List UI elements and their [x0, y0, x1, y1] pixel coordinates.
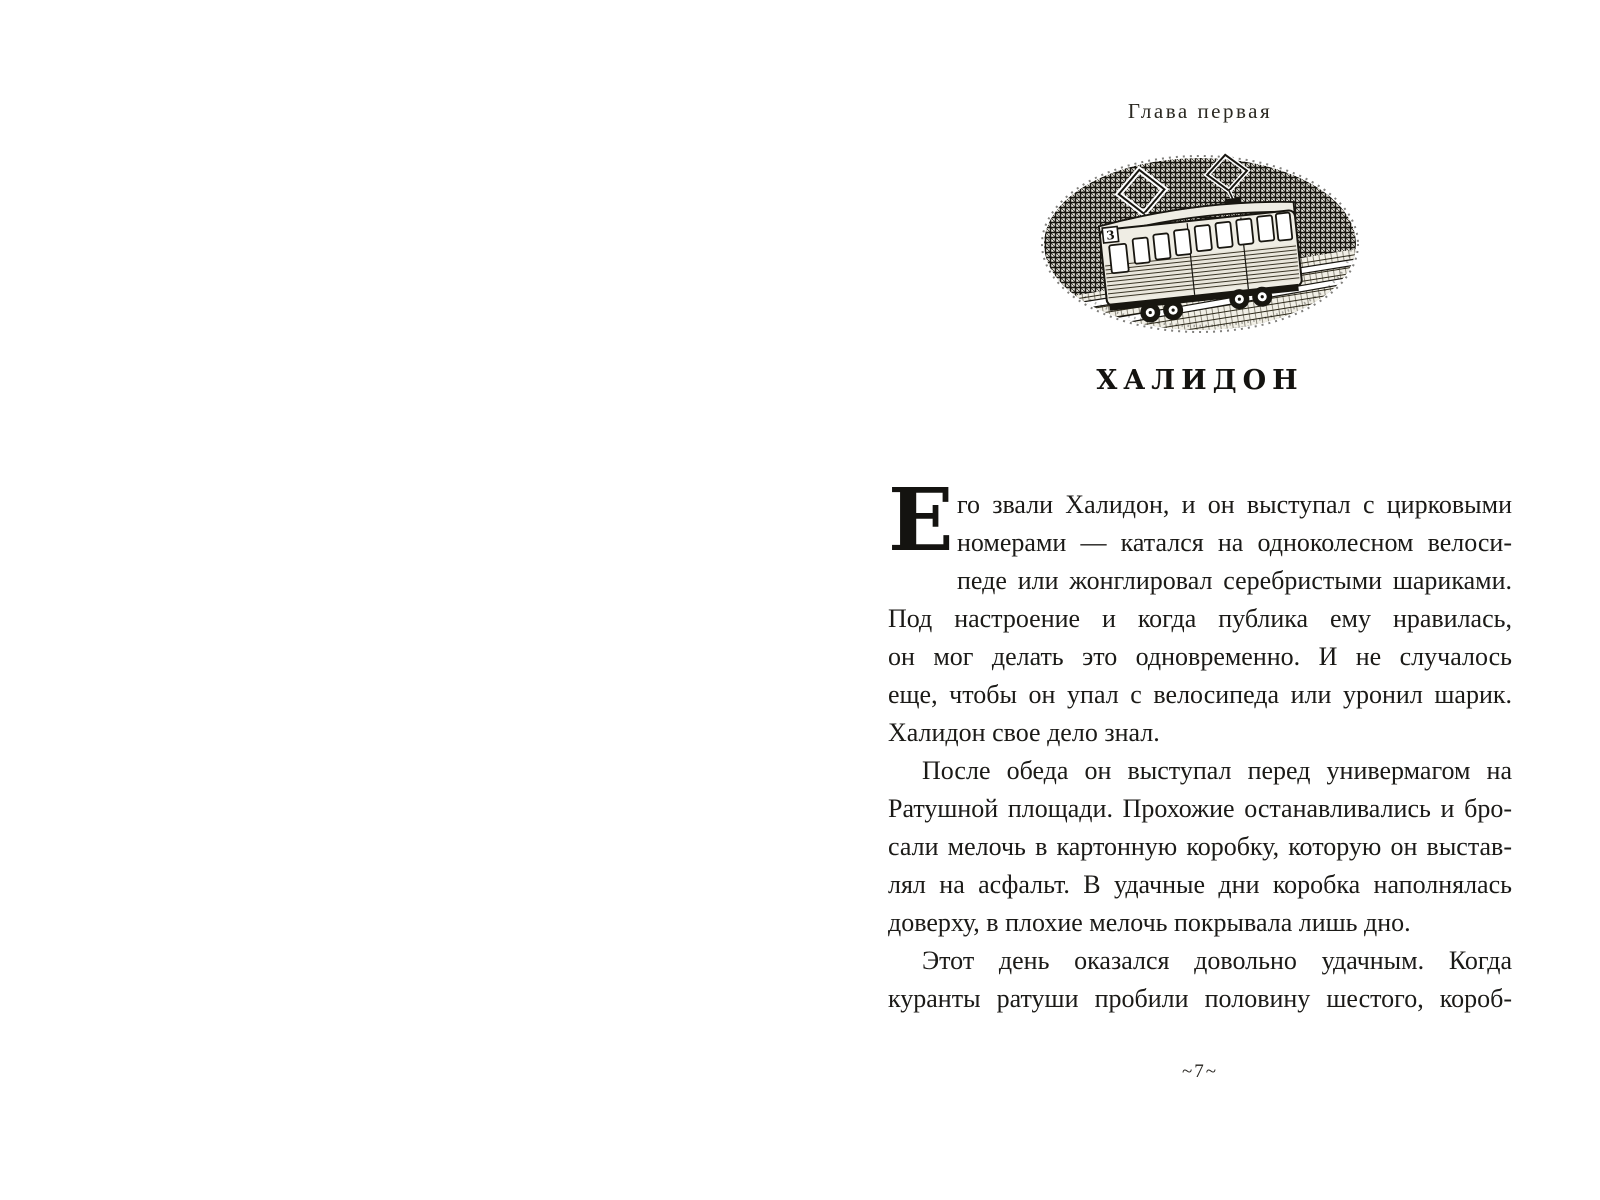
drop-cap: Е [888, 470, 954, 571]
text-line: Ратушной площади. Прохожие останавливались и бро- [888, 794, 1512, 823]
text-line: Под настроение и когда публика ему нравилась, [888, 604, 1512, 633]
page-number: ~7~ [1181, 1061, 1219, 1082]
tram-illustration [1038, 150, 1362, 338]
text-line: еще, чтобы он упал с велосипеда или уронил шарик. [888, 680, 1512, 709]
text-line: доверху, в плохие мелочь покрывала лишь дно. [888, 908, 1411, 937]
body-text [888, 470, 1512, 1018]
paragraph [888, 470, 1512, 752]
text-line: сали мелочь в картонную коробку, которую он выстав- [888, 832, 1512, 861]
text-line: куранты ратуши пробили половину шестого, короб- [888, 984, 1512, 1013]
paragraph [888, 942, 1512, 1018]
text-line: После обеда он выступал перед универмагом на [922, 756, 1512, 785]
tram-number: 3 [1105, 227, 1116, 243]
text-line: педе или жонглировал серебристыми шариками. [957, 566, 1512, 595]
chapter-title: ХАЛИДОН [1096, 365, 1304, 396]
chapter-heading: Глава первая [1127, 99, 1273, 123]
text-line: лял на асфальт. В удачные дни коробка наполнялась [888, 870, 1512, 899]
text-line: номерами — катался на одноколесном велоси- [957, 528, 1512, 557]
tram-engraving-icon [1038, 150, 1362, 338]
text-line: Халидон свое дело знал. [888, 718, 1160, 747]
paragraph [888, 752, 1512, 942]
text-line: го звали Халидон, и он выступал с цирковыми [957, 490, 1512, 519]
text-line: он мог делать это одновременно. И не случалось [888, 642, 1512, 671]
text-line: Этот день оказался довольно удачным. Когда [922, 946, 1512, 975]
